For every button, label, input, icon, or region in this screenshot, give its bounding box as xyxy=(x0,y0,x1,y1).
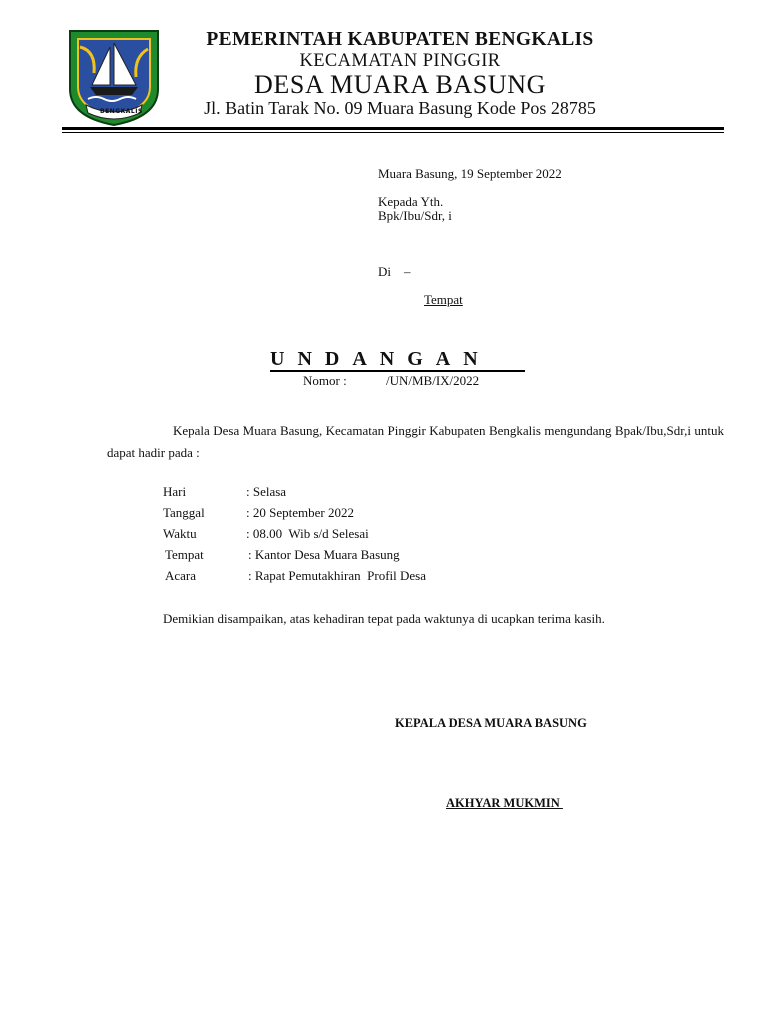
detail-label-acara: Acara xyxy=(165,568,197,583)
detail-label-tempat: Tempat xyxy=(165,547,204,562)
recipient-salutation: Kepada Yth. xyxy=(378,194,444,209)
closing-sentence: Demikian disampaikan, atas kehadiran tepat pada waktunya di ucapkan terima kasih. xyxy=(163,611,605,626)
detail-label-waktu: Waktu xyxy=(163,526,197,541)
letter-number-value: /UN/MB/IX/2022 xyxy=(386,373,480,388)
district-name: KECAMATAN PINGGIR xyxy=(299,51,501,71)
signatory-title: KEPALA DESA MUARA BASUNG xyxy=(395,716,587,730)
village-name: DESA MUARA BASUNG xyxy=(254,70,546,99)
signatory-name: AKHYAR MUKMIN xyxy=(446,796,563,810)
recipient-name: Bpk/Ibu/Sdr, i xyxy=(378,208,452,223)
detail-value-waktu: : 08.00 Wib s/d Selesai xyxy=(246,526,369,541)
emblem-ribbon-text: BENGKALIS xyxy=(100,108,143,115)
recipient-di: Di – xyxy=(378,264,411,279)
letter-body xyxy=(107,420,724,464)
detail-value-acara: : Rapat Pemutakhiran Profil Desa xyxy=(248,568,426,583)
place-date: Muara Basung, 19 September 2022 xyxy=(378,166,562,181)
letterhead-rule xyxy=(62,127,724,130)
detail-label-hari: Hari xyxy=(163,484,187,499)
bengkalis-emblem-icon xyxy=(66,27,162,127)
detail-label-tanggal: Tanggal xyxy=(163,505,205,520)
letter-body-text: Kepala Desa Muara Basung, Kecamatan Pinggir Kabupaten Bengkalis mengundang Bpak/Ibu,Sdr,i untuk dapat hadir pada : xyxy=(107,423,724,460)
detail-value-hari: : Selasa xyxy=(246,484,287,499)
letterhead-rule-thin xyxy=(62,132,724,133)
letter-title: UNDANGAN xyxy=(270,348,525,372)
detail-value-tempat: : Kantor Desa Muara Basung xyxy=(248,547,400,562)
government-name: PEMERINTAH KABUPATEN BENGKALIS xyxy=(206,29,594,50)
letter-number-label: Nomor : xyxy=(303,373,347,388)
office-address: Jl. Batin Tarak No. 09 Muara Basung Kode Pos 28785 xyxy=(204,98,596,118)
detail-value-tanggal: : 20 September 2022 xyxy=(246,505,354,520)
recipient-place: Tempat xyxy=(424,292,463,307)
